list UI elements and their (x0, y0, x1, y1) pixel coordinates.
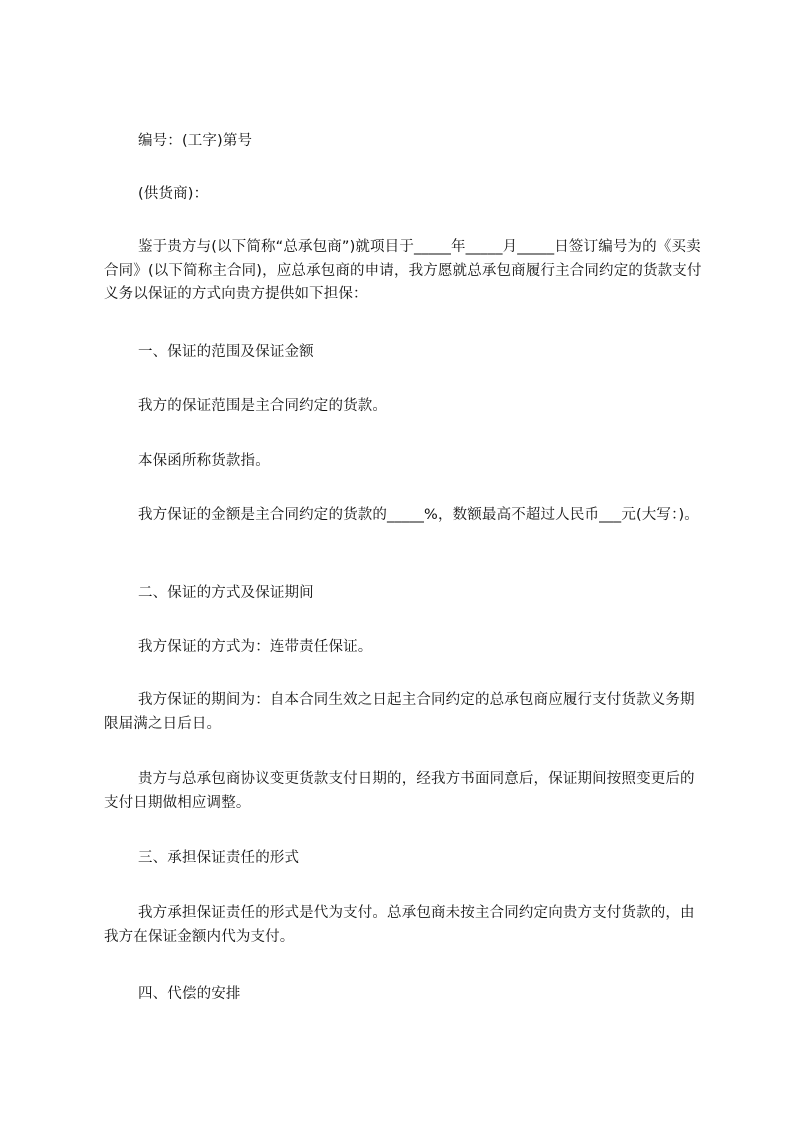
period-adjustment-paragraph: 贵方与总承包商协议变更货款支付日期的，经我方书面同意后，保证期间按照变更后的支付日期做相应调整。 (104, 771, 695, 811)
guarantee-amount-paragraph: 我方保证的金额是主合同约定的货款的_____%，数额最高不超过人民币___元(大写：)。 (138, 507, 699, 523)
guarantee-method-paragraph: 我方保证的方式为：连带责任保证。 (138, 639, 373, 655)
guarantee-scope-paragraph: 我方的保证范围是主合同约定的货款。 (138, 398, 388, 414)
responsibility-form-paragraph: 我方承担保证责任的形式是代为支付。总承包商未按主合同约定向贵方支付货款的，由我方在保证金额内代为支付。 (104, 905, 695, 945)
document-number: 编号：(工字)第号 (138, 133, 253, 149)
section-heading-4: 四、代偿的安排 (138, 986, 241, 1002)
section-heading-1: 一、保证的范围及保证金额 (138, 344, 314, 360)
recipient-line: (供货商)： (138, 186, 209, 202)
section-heading-3: 三、承担保证责任的形式 (138, 850, 300, 866)
guarantee-period-paragraph: 我方保证的期间为：自本合同生效之日起主合同约定的总承包商应履行支付货款义务期限届满之日后日。 (104, 692, 695, 732)
section-heading-2: 二、保证的方式及保证期间 (138, 585, 314, 601)
preamble-paragraph: 鉴于贵方与(以下简称“总承包商”)就项目于_____年_____月_____日签订编号为的《买卖合同》(以下简称主合同)，应总承包商的申请，我方愿就总承包商履行主合同约定的货款支付义务以保证的方式向贵方提供如下担保： (104, 239, 702, 302)
payment-definition-paragraph: 本保函所称货款指。 (138, 453, 270, 469)
